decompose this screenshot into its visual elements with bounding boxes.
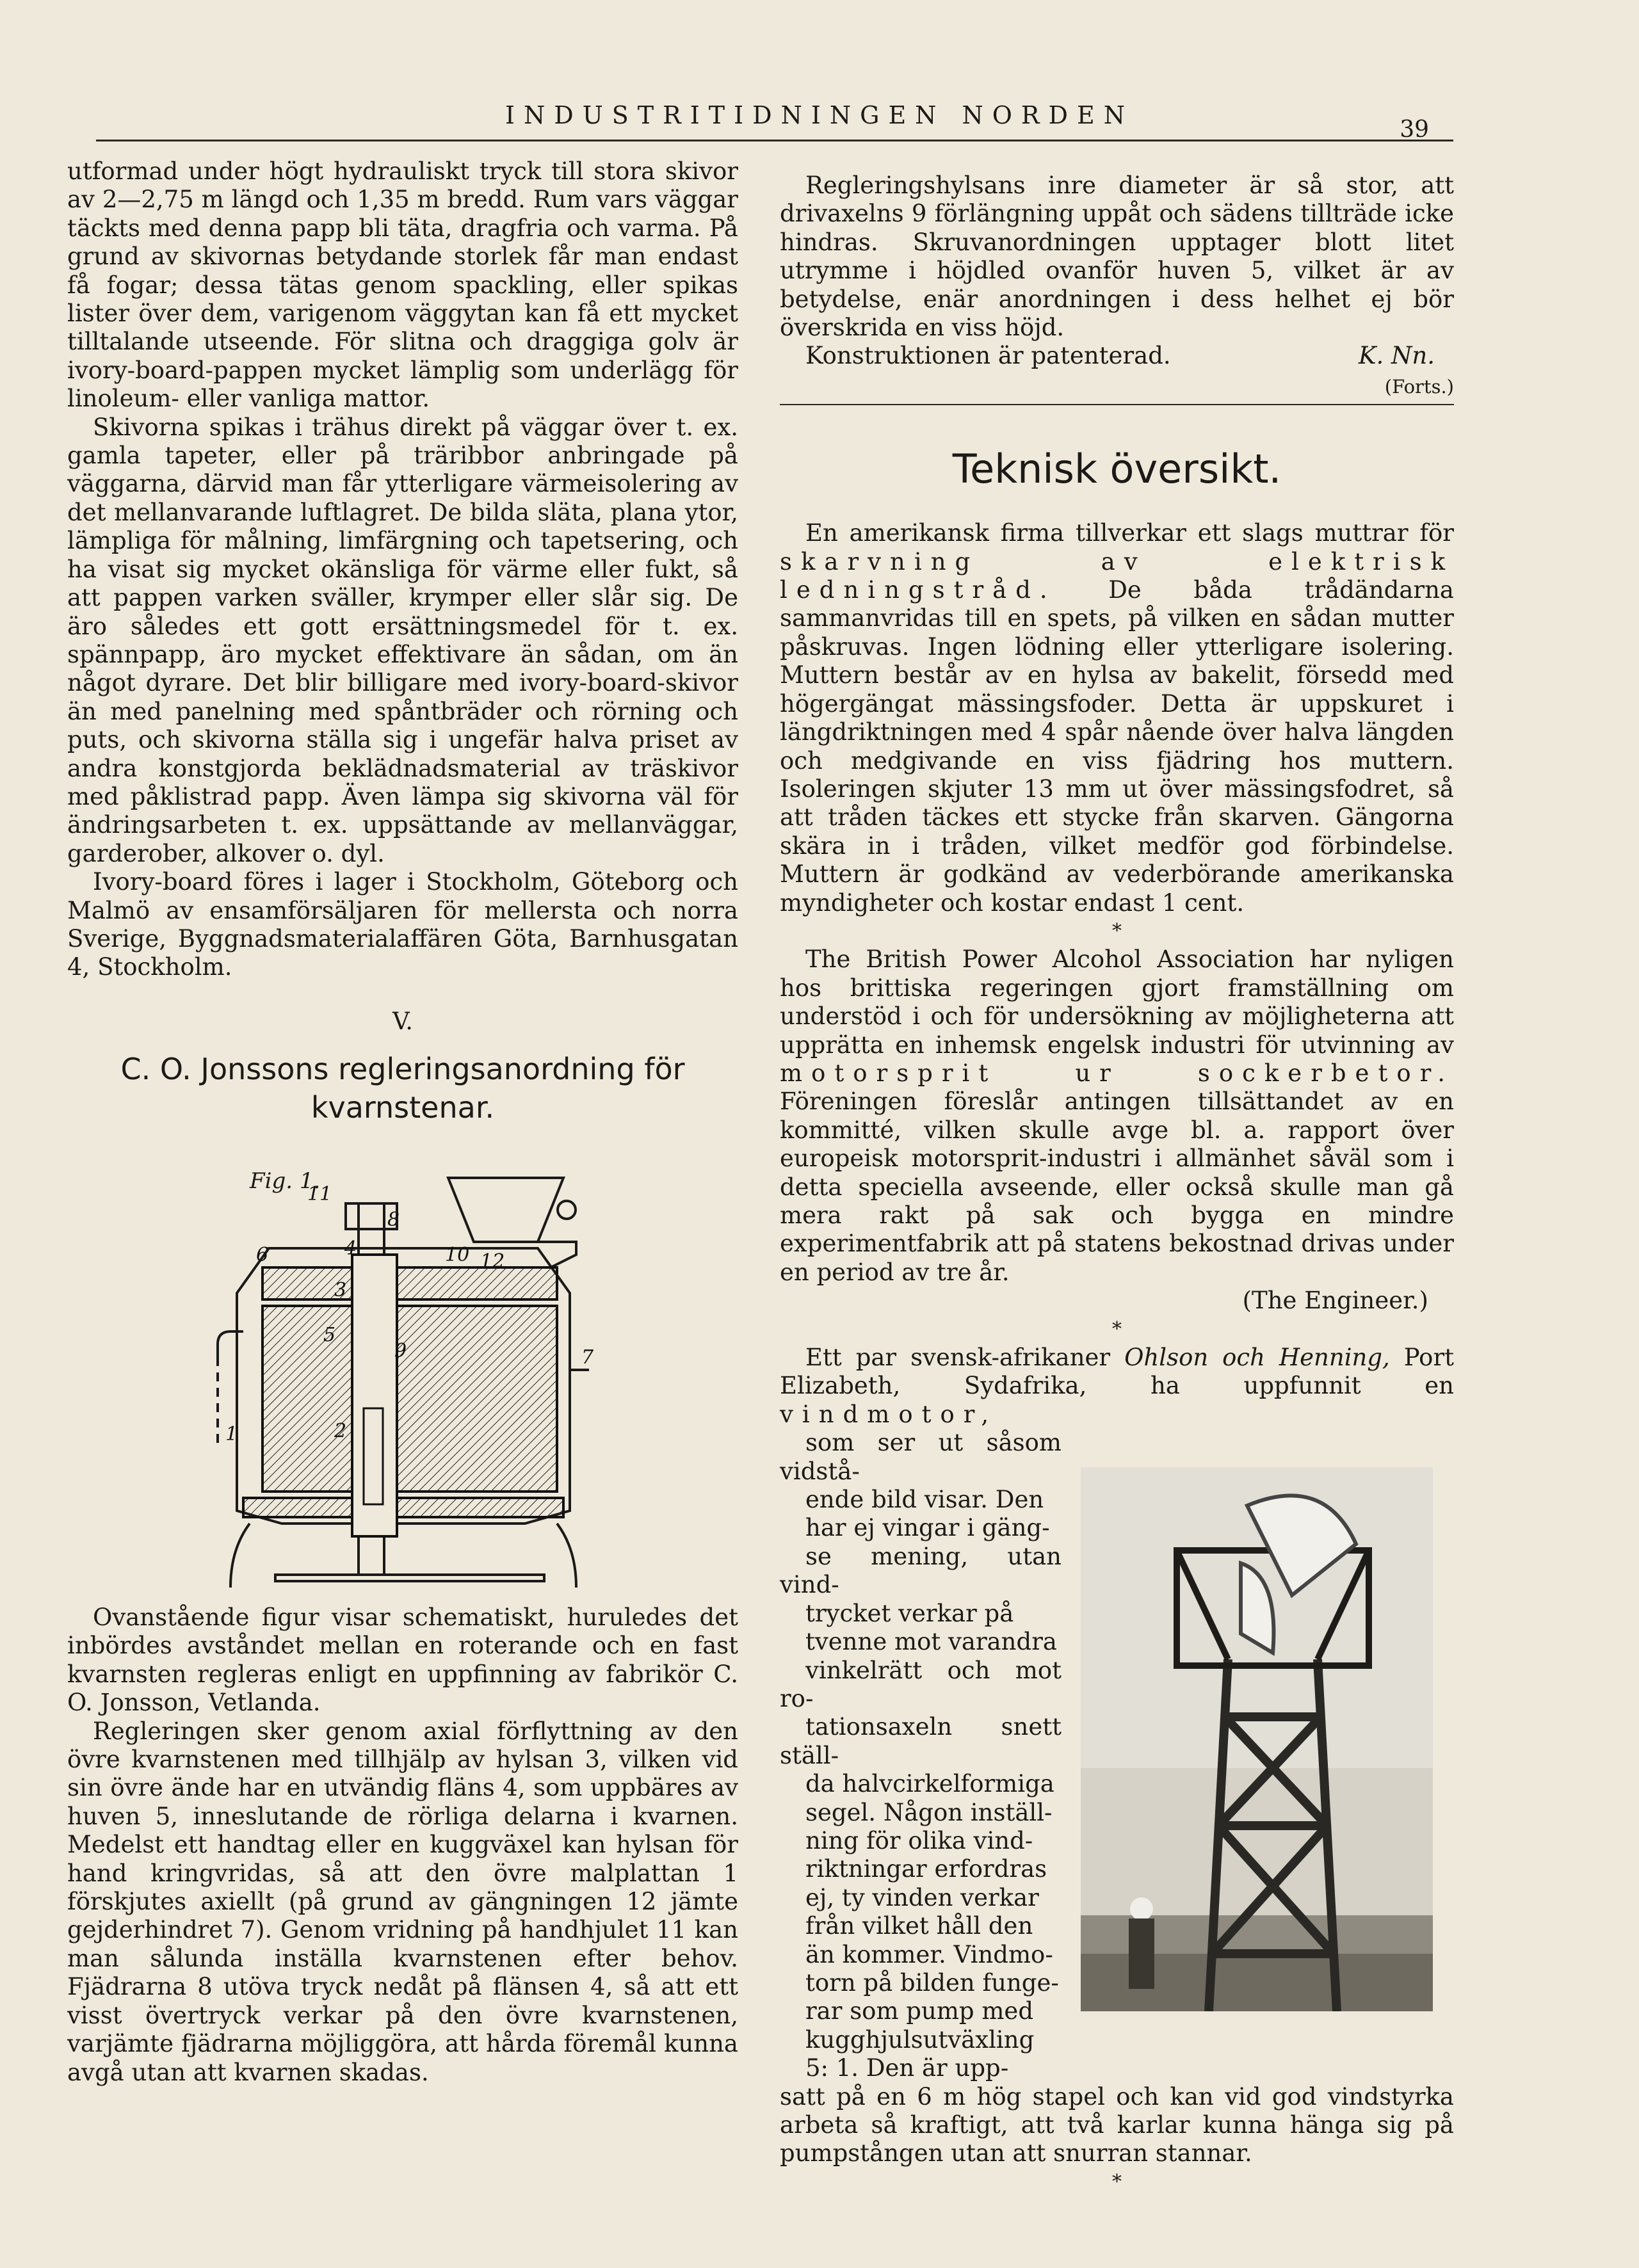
figure-callout: 6 bbox=[256, 1244, 269, 1266]
figure-callout: 10 bbox=[445, 1244, 470, 1266]
section-roman-numeral: V. bbox=[392, 1007, 413, 1035]
paragraph: Ovanstående figur visar schematiskt, huruledes det inbördes avståndet mellan en roterande och en fast kvarnsten regleras enligt en uppfinning av fabrikör C. O. Jonsson, Vetlanda. bbox=[67, 1604, 738, 1717]
news-item: The British Power Alcohol Association har nyligen hos brittiska regeringen gjort framställning om understöd i och för undersökning av möjligheterna att upprätta en inhemsk engelsk industri för utvinning av motorsprit ur sockerbetor. Föreningen föreslår antingen tillsättandet av en kommitté, vilken skulle avge bl. a. rapport över europeisk motorsprit-industri i allmänhet såväl som i detta speciella avseende, eller också skulle man gå mera rakt på sak och bygga en mindre experimentfabrik att på statens bekostnad drivas under en period av tre år. bbox=[780, 945, 1454, 1286]
figure-callout: 12 bbox=[480, 1250, 505, 1273]
spaced-phrase: motorsprit ur sockerbetor. bbox=[780, 1059, 1454, 1087]
figure-callout: 5 bbox=[323, 1324, 336, 1346]
paragraph: satt på en 6 m hög stapel och kan vid god vindstyrka arbeta så kraftigt, att två karlar kunna hänga sig på pumpstången utan att snurran stannar. bbox=[780, 2082, 1454, 2167]
paragraph: Skivorna spikas i trähus direkt på väggar över t. ex. gamla tapeter, eller på träribbor anbringade på väggarna, därvid man får ytterligare värmeisolering av det mellanvarande luftlagret. De bilda släta, plana ytor, lämpliga för målning, limfärgning och tapetsering, och ha visat sig mycket okänsliga för värme eller fukt, så att pappen varken sväller, krymper eller slår sig. De äro således ett gott ersättningsmedel för t. ex. spännpapp, äro mycket effektivare än sådan, om än något dyrare. Det blir billigare med ivory-board-skivor än med panelning med spåntbräder och rörning och puts, och skivorna ställa sig i ungefär halva priset av andra konstgjorda beklädnadsmaterial av träskivor med påklistrad papp. Även lämpa sig skivorna väl för ändringsarbeten t. ex. uppsättande av mellanväggar, garderober, alkover o. dyl. bbox=[67, 413, 738, 867]
closing-row bbox=[780, 342, 1454, 370]
windmill-photo bbox=[1081, 1467, 1433, 2011]
source-credit: (The Engineer.) bbox=[1242, 1287, 1428, 1315]
paragraph: Regleringshylsans inre diameter är så stor, att drivaxelns 9 förlängning uppåt och sädens tillträde icke hindras. Skruvanordningen upptager blott litet utrymme i höjdled ovanför huven 5, vilket är av betydelse, enär anordningen i dess helhet ej bör överskrida en viss höjd. bbox=[780, 172, 1454, 342]
wrapped-text: som ser ut såsom vidstå- ende bild visar. Den har ej vingar i gäng- se mening, utan vind- trycket verkar på tvenne mot varandra vinkelrätt och mot ro- tationsaxeln snett ställ- da halvcirkelformiga segel. Någon inställ- ning för olika vind- riktningar erfordras ej, ty vinden verkar från vilket håll den än kommer. Vindmo- torn på bilden funge- rar som pump med kugghjulsutväxling 5: 1. Den är upp- bbox=[780, 1429, 1062, 2082]
paragraph: Ivory-board föres i lager i Stockholm, Göteborg och Malmö av ensamförsäljaren för mellersta och norra Sverige, Byggnadsmaterialaffären Göta, Barnhusgatan 4, Stockholm. bbox=[67, 868, 738, 981]
left-column bbox=[67, 157, 738, 1127]
news-item: Ett par svensk-afrikaner Ohlson och Henning, Port Elizabeth, Sydafrika, ha uppfunnit en vindmotor, bbox=[780, 1344, 1455, 1428]
figure-callout: 1 bbox=[225, 1423, 238, 1445]
hopper-shape bbox=[448, 1178, 563, 1242]
mill-regulator-diagram bbox=[192, 1165, 602, 1588]
closing-line: Konstruktionen är patenterad. bbox=[805, 342, 1171, 370]
author-signature: K. Nn. bbox=[1358, 342, 1435, 370]
figure-callout: 8 bbox=[387, 1209, 400, 1231]
figure-callout: 4 bbox=[344, 1237, 357, 1260]
article-title: C. O. Jonssons regleringsanordning för kvarnstenar. bbox=[120, 1052, 685, 1125]
separator-star: * bbox=[1112, 2170, 1122, 2193]
journal-title: INDUSTRITIDNINGEN NORDEN bbox=[505, 101, 1134, 129]
figure-label: Fig. 1. bbox=[250, 1168, 321, 1194]
inventor-names: Ohlson och Henning, bbox=[1124, 1344, 1390, 1372]
section-title: Teknisk översikt. bbox=[952, 445, 1282, 492]
separator-star: * bbox=[1112, 919, 1122, 942]
news-item: En amerikansk firma tillverkar ett slags muttrar för skarvning av elektrisk ledningstråd. De båda trådändarna sammanvridas till en spets, på vilken en sådan mutter påskruvas. Ingen lödning eller ytterligare isolering. Muttern består av en hylsa av bakelit, försedd med högergängat mässingsfoder. Detta är uppskuret i längdriktningen med 4 spår nående över halva längden och medgivande en viss fjädring hos muttern. Isoleringen skjuter 13 mm ut över mässingsfodret, så att tråden täckes ett stycke från skarven. Gängorna skära in i tråden, vilket medför god förbindelse. Muttern är godkänd av vederbörande amerikanska myndigheter och kostar endast 1 cent. bbox=[780, 519, 1454, 917]
continuation-note: (Forts.) bbox=[1384, 375, 1454, 398]
left-column-continued bbox=[67, 1604, 738, 2087]
divider-rule bbox=[780, 404, 1454, 405]
figure-callout: 9 bbox=[394, 1340, 407, 1362]
paragraph: Regleringen sker genom axial förflyttning av den övre kvarnstenen med tillhjälp av hylsan 3, vilken vid sin övre ände har en utvändig fläns 4, som uppbäres av huven 5, inneslutande de rörliga delarna i kvarnen. Medelst ett handtag eller en kuggväxel kan hylsan för hand kringvridas, så att den övre malplattan 1 förskjutes axiellt (på grund av gängningen 12 jämte gejderhindret 7). Genom vridning på handhjulet 11 kan man sålunda inställa kvarnstenen efter behov. Fjädrarna 8 utöva tryck nedåt på flänsen 4, så att ett visst övertryck verkar på den övre kvarnstenen, varjämte fjädrarna möjliggöra, att hårda föremål kunna avgå utan att kvarnen skadas. bbox=[67, 1717, 738, 2086]
figure-callout: 11 bbox=[307, 1183, 332, 1205]
spaced-phrase: skarvning av elektrisk ledningstråd. bbox=[780, 547, 1454, 604]
separator-star: * bbox=[1112, 1317, 1122, 1340]
page-number: 39 bbox=[1400, 117, 1429, 143]
spaced-phrase: vindmotor, bbox=[780, 1400, 998, 1428]
figure-callout: 2 bbox=[334, 1420, 347, 1442]
figure-callout: 7 bbox=[581, 1346, 594, 1369]
figure-callout: 3 bbox=[334, 1279, 347, 1301]
header-rule bbox=[96, 140, 1453, 141]
paragraph: utformad under högt hydrauliskt tryck till stora skivor av 2—2,75 m längd och 1,35 m bredd. Rum vars väggar täckts med denna papp bli täta, dragfria och varma. På grund av skivornas betydande storlek får man endast få fogar; dessa tätas genom spackling, eller spikas lister över dem, varigenom väggytan kan få ett mycket tilltalande utseende. För slitna och draggiga golv är ivory-board-pappen mycket lämplig som underlägg för linoleum- eller vanliga mattor. bbox=[67, 157, 738, 413]
